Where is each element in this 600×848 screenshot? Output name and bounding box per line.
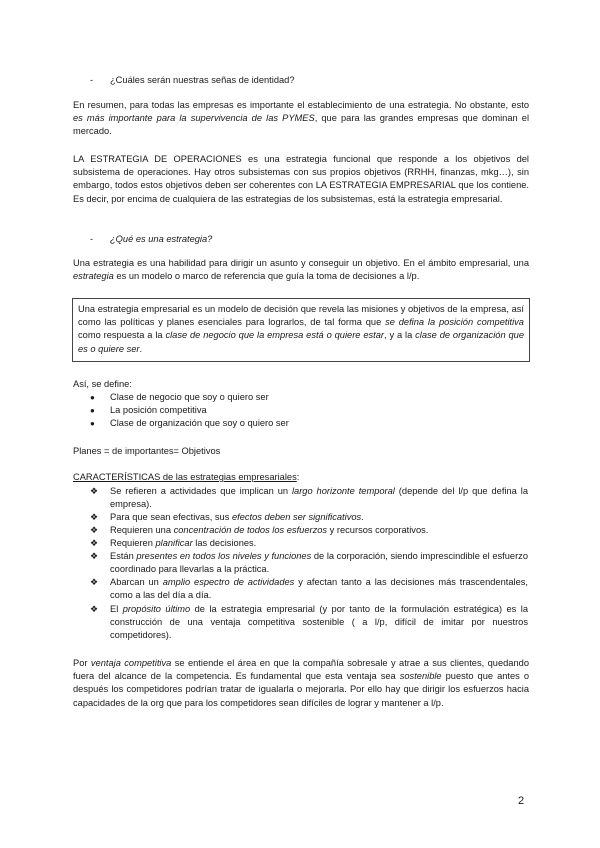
define-heading: Así, se define: [73, 379, 132, 389]
bullet-icon: ● [90, 406, 95, 415]
bullet-icon: ● [90, 419, 95, 428]
diamond-bullet-icon: ❖ [90, 525, 99, 535]
page-number: 2 [518, 795, 525, 807]
definition-box: Una estrategia empresarial es un modelo de decisión que revela las misiones y objetivos de la empresa, así como las políticas y planes esenciales para lograrlos, de tal forma que se defina la posición competitiva como respuesta a la clase de negocio que la empresa está o quiere estar, y a la clase de organización que es o quiere ser. [72, 298, 530, 362]
dash-marker: - [90, 75, 94, 85]
diamond-bullet-icon: ❖ [90, 512, 99, 522]
planes-line: Planes = de importantes= Objetivos [73, 446, 221, 456]
paragraph-strategy-definition: Una estrategia es una habilidad para dirigir un asunto y conseguir un objetivo. En el ámbito empresarial, una estrategia es un modelo o marco de referencia que guía la toma de decisiones a l/p. [73, 258, 529, 282]
emphasis-pymes: es más importante para la supervivencia de las PYMES [73, 113, 315, 124]
bullet-icon: ● [90, 393, 95, 402]
diamond-bullet-icon: ❖ [90, 486, 99, 496]
paragraph-competitive-advantage: Por ventaja competitiva se entiende el área en que la compañía sobresale y atrae a sus clientes, quedando fuera del alcance de la competencia. Es fundamental que esta ventaja sea sostenible puesto que antes o después los competidores podrían tratar de igualarla o mejorarla. Por ello hay que dirigir los esfuerzos hacia capacidades de la org que para los competidores sean difíciles de lograr y mantener a l/p. [73, 658, 529, 708]
characteristics-heading: CARACTERÍSTICAS de las estrategias empresariales: [73, 472, 300, 482]
question-text: ¿Cuáles serán nuestras señas de identidad? [110, 75, 295, 85]
diamond-bullet-icon: ❖ [90, 604, 99, 614]
question-text: ¿Qué es una estrategia? [110, 234, 213, 244]
paragraph-operations-strategy: LA ESTRATEGIA DE OPERACIONES es una estrategia funcional que responde a los objetivos del subsistema de operaciones. Hay otros subsistemas con sus propios objetivos (RRHH, finanzas, mkg…), sin embargo, todos estos objetivos deben ser coherentes con LA ESTRATEGIA EMPRESARIAL que los contiene. Es decir, por encima de cualquiera de las estrategias de los subsistemas, está la estrategia empresarial. [73, 154, 529, 204]
emphasis-estrategia: estrategia [73, 271, 114, 282]
paragraph-summary: En resumen, para todas las empresas es importante el establecimiento de una estrategia. No obstante, esto es más importante para la supervivencia de las PYMES, que para las grandes empresas que dominan el mercado. [73, 100, 530, 137]
diamond-bullet-icon: ❖ [90, 551, 99, 561]
diamond-bullet-icon: ❖ [90, 538, 99, 548]
dash-marker: - [90, 234, 94, 244]
document-page: - ¿Cuáles serán nuestras señas de identidad? En resumen, para todas las empresas es importante el establecimiento de una estrategia. No obstante, esto es más importante para la supervivencia de las PYMES, que para las grandes empresas que dominan el mercado. LA ESTRATEGIA DE OPERACIONES es una estrategia funcional que responde a los objetivos del subsistema de operaciones. Hay otros subsistemas con sus propios objetivos (RRHH, finanzas, mkg…), sin embargo, todos estos objetivos deben ser coherentes con LA ESTRATEGIA EMPRESARIAL que los contiene. Es decir, por encima de cualquiera de las estrategias de los subsistemas, está la estrategia empresarial. - ¿Qué es una estrategia? Una estrategia es una habilidad para dirigir un asunto y conseguir un objetivo. En el ámbito empresarial, una estrategia es un modelo o marco de referencia que guía la toma de decisiones a l/p. Una estrategia empresarial es un modelo de decisión que revela las misiones y objetivos de la empresa, así como las políticas y planes esenciales para lograrlos, de tal forma que se defina la posición competitiva como respuesta a la clase de negocio que la empresa está o quiere estar, y a la clase de organización que es o quiere ser. Así, se define: ● Clase de negocio que soy o quiero ser ● La posición competitiva ● Clase de organización que soy o quiero ser Planes = de importantes= Objetivos CARACTERÍSTICAS de las estrategias empresariales: ❖ Se refieren a actividades que implican un largo horizonte temporal (depende del l/p que defina la empresa). ❖ Para que sean efectivas, sus efectos deben ser significativos. ❖ Requieren una concentración de todos los esfuerzos y recursos corporativos. ❖ Requieren planificar las decisiones. ❖ Están presentes en todos los niveles y funciones de la corporación, siendo imprescindible el esfuerzo coordinado para llevarlas a la práctica. ❖ Abarcan un amplio espectro de actividades y afectan tanto a las decisiones más trascendentales, como a las del día a día. ❖ El propósito último de la estrategia empresarial (y por tanto de la formulación estratégica) es la construcción de una ventaja competitiva sostenible ( a l/p, difícil de imitar por nuestros competidores). Por ventaja competitiva se entiende el área en que la compañía sobresale y atrae a sus clientes, quedando fuera del alcance de la competencia. Es fundamental que esta ventaja sea sostenible puesto que antes o después los competidores podrían tratar de igualarla o mejorarla. Por ello hay que dirigir los esfuerzos hacia capacidades de la org que para los competidores sean difíciles de lograr y mantener a l/p. 2 [73, 75, 530, 807]
diamond-bullet-icon: ❖ [90, 577, 99, 587]
